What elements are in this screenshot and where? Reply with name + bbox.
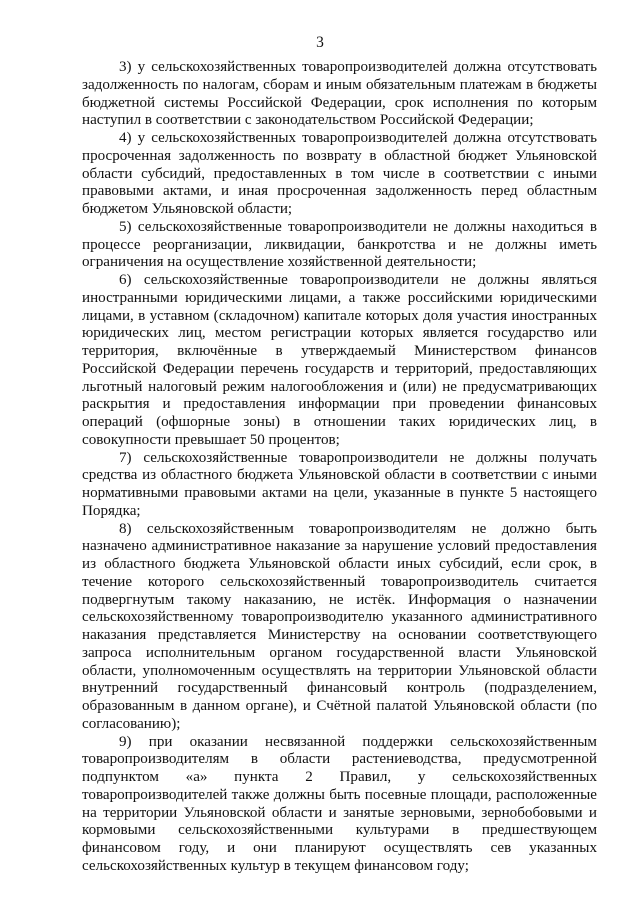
paragraph-item-7: 7) сельскохозяйственные товаропроизводители не должны получать средства из областного бюджета Ульяновской области в соответствии с иными нормативными правовыми актами на цели, указанные в пункте 5 настоящего Порядка;	[82, 449, 597, 519]
paragraph-item-5: 5) сельскохозяйственные товаропроизводители не должны находиться в процессе реорганизации, ликвидации, банкротства и не должны иметь ограничения на осуществление хозяйственной деятельности;	[82, 218, 597, 271]
paragraph-item-3: 3) у сельскохозяйственных товаропроизводителей должна отсутствовать задолженность по налогам, сборам и иным обязательным платежам в бюджеты бюджетной системы Российской Федерации, срок исполнения по которым наступил в соответствии с законодательством Российской Федерации;	[82, 59, 597, 129]
page-number: 3	[316, 34, 324, 51]
paragraph-item-8: 8) сельскохозяйственным товаропроизводителям не должно быть назначено административное наказание за нарушение условий предоставления из областного бюджета Ульяновской области иных субсидий, если срок, в течение которого сельскохозяйственный товаропроизводитель считается подвергнутым такому наказанию, не истёк. Информация о назначении сельскохозяйственному товаропроизводителю указанного административного наказания представляется Министерству на основании соответствующего запроса исполнительным органом государственной власти Ульяновской области, уполномоченным осуществлять на территории Ульяновской области внутренний государственный финансовый контроль (подразделением, образованным в данном органе), и Счётной палатой Ульяновской области (по согласованию);	[82, 520, 597, 732]
paragraph-item-4: 4) у сельскохозяйственных товаропроизводителей должна отсутствовать просроченная задолженность по возврату в областной бюджет Ульяновской области субсидий, предоставленных в том числе в соответствии с иными правовыми актами, и иная просроченная задолженность перед областным бюджетом Ульяновской области;	[82, 130, 597, 217]
paragraph-item-6: 6) сельскохозяйственные товаропроизводители не должны являться иностранными юридическими лицами, а также российскими юридическими лицами, в уставном (складочном) капитале которых доля участия иностранных юридических лиц, местом регистрации которых является государство или территория, включённые в утверждаемый Министерством финансов Российской Федерации перечень государств и территорий, предоставляющих льготный налоговый режим налогообложения и (или) не предусматривающих раскрытия и предоставления информации при проведении финансовых операций (офшорные зоны) в отношении таких юридических лиц, в совокупности превышает 50 процентов;	[82, 272, 597, 448]
document-body	[82, 59, 597, 876]
paragraph-item-9: 9) при оказании несвязанной поддержки сельскохозяйственным товаропроизводителям в области растениеводства, предусмотренной подпунктом «а» пункта 2 Правил, у сельскохозяйственных товаропроизводителей также должны быть посевные площади, расположенные на территории Ульяновской области и занятые зерновыми, зернобобовыми и кормовыми сельскохозяйственными культурами в предшествующем финансовом году, и они планируют осуществлять сев указанных сельскохозяйственных культур в текущем финансовом году;	[82, 733, 597, 874]
